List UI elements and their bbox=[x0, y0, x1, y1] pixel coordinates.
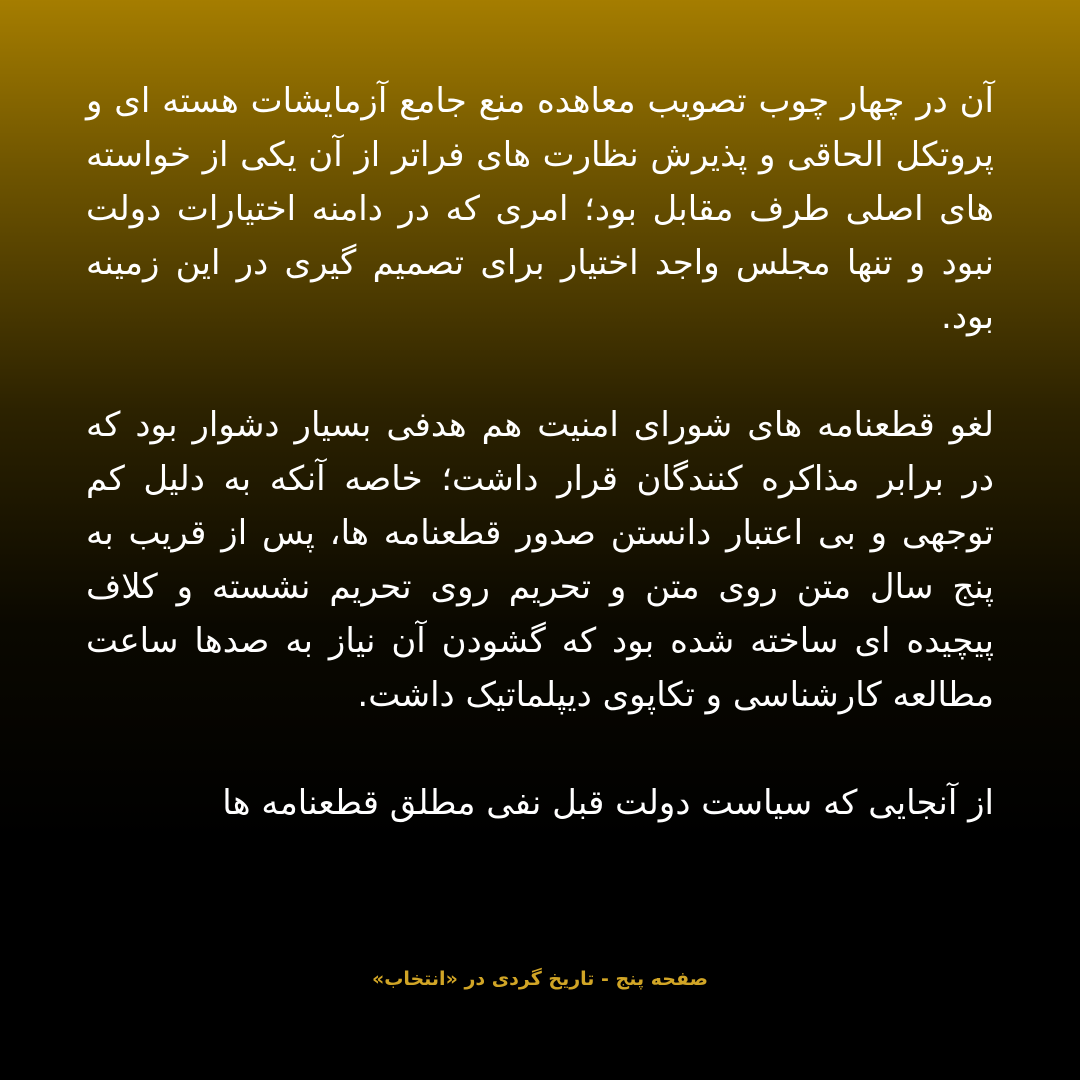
article-body bbox=[86, 74, 994, 830]
page-caption: صفحه پنج - تاریخ گردی در «انتخاب» bbox=[371, 968, 709, 990]
paragraph-3: از آنجایی که سیاست دولت قبل نفی مطلق قطعنامه ها bbox=[222, 783, 994, 823]
paragraph-1: آن در چهار چوب تصویب معاهده منع جامع آزمایشات هسته ای و پروتکل الحاقی و پذیرش نظارت های فراتر از آن یکی از خواسته های اصلی طرف مقابل بود؛ امری که در دامنه اختیارات دولت نبود و تنها مجلس واجد اختیار برای تصمیم گیری در این زمینه بود. bbox=[86, 81, 994, 337]
paragraph-2: لغو قطعنامه های شورای امنیت هم هدفی بسیار دشوار بود که در برابر مذاکره کنندگان قرار داشت؛ خاصه آنکه به دلیل کم توجهی و بی اعتبار دانستن صدور قطعنامه ها، پس از قریب به پنج سال متن روی متن و تحریم روی تحریم نشسته و کلاف پیچیده ای ساخته شده بود که گشودن آن نیاز به صدها ساعت مطالعه کارشناسی و تکاپوی دیپلماتیک داشت. bbox=[86, 405, 994, 715]
